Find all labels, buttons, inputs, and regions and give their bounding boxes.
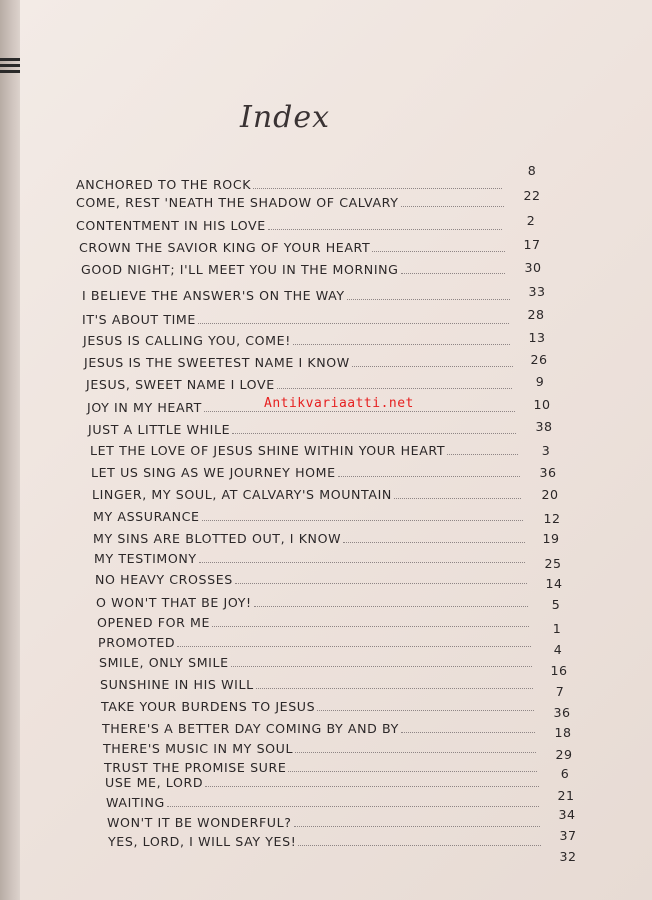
index-entry [90, 440, 522, 458]
dot-leader [167, 805, 539, 807]
dot-leader [232, 432, 516, 434]
dot-leader [401, 205, 504, 207]
dot-leader [202, 519, 523, 521]
entry-title: CONTENTMENT IN HIS LOVE [76, 218, 266, 233]
index-entry [108, 831, 545, 849]
index-entry [83, 330, 514, 348]
entry-page-number: 33 [528, 284, 546, 299]
entry-page-number: 22 [523, 188, 541, 203]
entry-page-number: 38 [535, 419, 553, 434]
dot-leader [293, 343, 510, 345]
spine-mark [0, 64, 22, 67]
index-entry [93, 528, 529, 546]
dot-leader [317, 709, 534, 711]
entry-title: USE ME, LORD [105, 775, 204, 790]
entry-title: IT'S ABOUT TIME [82, 312, 196, 327]
index-entry [97, 612, 533, 630]
index-entry [98, 632, 535, 650]
entry-page-number: 32 [559, 849, 577, 864]
dot-leader [177, 645, 531, 647]
entry-title: YES, LORD, I WILL SAY YES! [108, 834, 297, 849]
entry-page-number: 8 [527, 163, 537, 178]
entry-title: SMILE, ONLY SMILE [99, 655, 229, 670]
dot-leader [447, 453, 518, 455]
entry-page-number: 19 [542, 531, 560, 546]
entry-title: THERE'S A BETTER DAY COMING BY AND BY [102, 721, 399, 736]
entry-title: I BELIEVE THE ANSWER'S ON THE WAY [82, 288, 345, 303]
entry-page-number: 17 [523, 237, 541, 252]
entry-title: GOOD NIGHT; I'LL MEET YOU IN THE MORNING [81, 262, 399, 277]
entry-page-number: 25 [544, 556, 562, 571]
entry-title: COME, REST 'NEATH THE SHADOW OF CALVARY [76, 195, 399, 210]
index-entry [92, 484, 525, 502]
dot-leader [277, 387, 512, 389]
index-entry [95, 569, 531, 587]
dot-leader [394, 497, 521, 499]
entry-title: WAITING [106, 795, 165, 810]
entry-page-number: 10 [533, 397, 551, 412]
index-entry [79, 237, 509, 255]
dot-leader [343, 541, 525, 543]
dot-leader [338, 475, 520, 477]
dot-leader [235, 582, 527, 584]
entry-title: LINGER, MY SOUL, AT CALVARY'S MOUNTAIN [92, 487, 392, 502]
entry-title: JESUS IS THE SWEETEST NAME I KNOW [84, 355, 350, 370]
entry-page-number: 18 [554, 725, 572, 740]
index-entry [84, 352, 517, 370]
index-entry [76, 215, 506, 233]
dot-leader [231, 665, 532, 667]
entry-title: JESUS IS CALLING YOU, COME! [83, 333, 291, 348]
dot-leader [347, 298, 510, 300]
dot-leader [199, 561, 525, 563]
dot-leader [298, 844, 541, 846]
entry-page-number: 28 [527, 307, 545, 322]
entry-page-number: 21 [557, 788, 575, 803]
dot-leader [401, 272, 505, 274]
entry-title: CROWN THE SAVIOR KING OF YOUR HEART [79, 240, 371, 255]
dot-leader [198, 322, 509, 324]
page-title: Index [240, 100, 331, 135]
entry-title: OPENED FOR ME [97, 615, 211, 630]
entry-page-number: 1 [552, 621, 562, 636]
index-entry [82, 285, 514, 303]
entry-page-number: 13 [528, 330, 546, 345]
entry-title: ANCHORED TO THE ROCK [76, 177, 252, 192]
dot-leader [205, 785, 539, 787]
entry-page-number: 36 [539, 465, 557, 480]
index-entry [88, 419, 520, 437]
index-entry [94, 548, 529, 566]
index-entry [106, 792, 543, 810]
entry-page-number: 12 [543, 511, 561, 526]
index-entry [76, 192, 508, 210]
index-entry [105, 772, 543, 790]
entry-page-number: 5 [551, 597, 561, 612]
index-entry [91, 462, 524, 480]
dot-leader [268, 228, 502, 230]
dot-leader [212, 625, 529, 627]
entry-page-number: 6 [560, 766, 570, 781]
entry-title: MY SINS ARE BLOTTED OUT, I KNOW [93, 531, 342, 546]
entry-page-number: 36 [553, 705, 571, 720]
index-entry [93, 506, 527, 524]
entry-page-number: 9 [535, 374, 545, 389]
index-entry [82, 309, 513, 327]
entry-title: NO HEAVY CROSSES [95, 572, 233, 587]
entry-page-number: 30 [524, 260, 542, 275]
index-entry [81, 259, 509, 277]
watermark: Antikvariaatti.net [264, 396, 414, 411]
entry-page-number: 26 [530, 352, 548, 367]
entry-title: WON'T IT BE WONDERFUL? [107, 815, 292, 830]
dot-leader [254, 605, 528, 607]
spine-mark [0, 70, 22, 73]
entry-title: JESUS, SWEET NAME I LOVE [86, 377, 275, 392]
dot-leader [295, 751, 536, 753]
entry-page-number: 37 [559, 828, 577, 843]
book-spine-edge [0, 0, 20, 900]
entry-title: PROMOTED [98, 635, 176, 650]
entry-title: MY TESTIMONY [94, 551, 197, 566]
entry-page-number: 7 [555, 684, 565, 699]
dot-leader [352, 365, 513, 367]
entry-page-number: 3 [541, 443, 551, 458]
entry-title: O WON'T THAT BE JOY! [96, 595, 252, 610]
dot-leader [253, 187, 502, 189]
index-entry [102, 718, 539, 736]
entry-page-number: 14 [545, 576, 563, 591]
index-entry [103, 738, 540, 756]
entry-page-number: 20 [541, 487, 559, 502]
entry-title: MY ASSURANCE [93, 509, 200, 524]
index-page [20, 0, 652, 900]
entry-title: JUST A LITTLE WHILE [88, 422, 231, 437]
entry-title: TRUST THE PROMISE SURE [104, 760, 287, 775]
entry-title: LET US SING AS WE JOURNEY HOME [91, 465, 336, 480]
entry-title: LET THE LOVE OF JESUS SHINE WITHIN YOUR HEART [90, 443, 446, 458]
index-entry [76, 174, 506, 192]
spine-mark [0, 58, 22, 61]
index-entry [100, 674, 537, 692]
entry-title: TAKE YOUR BURDENS TO JESUS [101, 699, 316, 714]
index-entry [96, 592, 532, 610]
index-entry [101, 696, 538, 714]
entry-title: JOY IN MY HEART [87, 400, 202, 415]
index-entry [86, 374, 516, 392]
entry-title: THERE'S MUSIC IN MY SOUL [103, 741, 294, 756]
dot-leader [401, 731, 535, 733]
entry-page-number: 2 [526, 213, 536, 228]
entry-page-number: 16 [550, 663, 568, 678]
index-entry [107, 812, 544, 830]
entry-title: SUNSHINE IN HIS WILL [100, 677, 254, 692]
dot-leader [294, 825, 540, 827]
dot-leader [256, 687, 533, 689]
entry-page-number: 29 [555, 747, 573, 762]
index-entry [99, 652, 536, 670]
dot-leader [372, 250, 505, 252]
entry-page-number: 34 [558, 807, 576, 822]
entry-page-number: 4 [553, 642, 563, 657]
